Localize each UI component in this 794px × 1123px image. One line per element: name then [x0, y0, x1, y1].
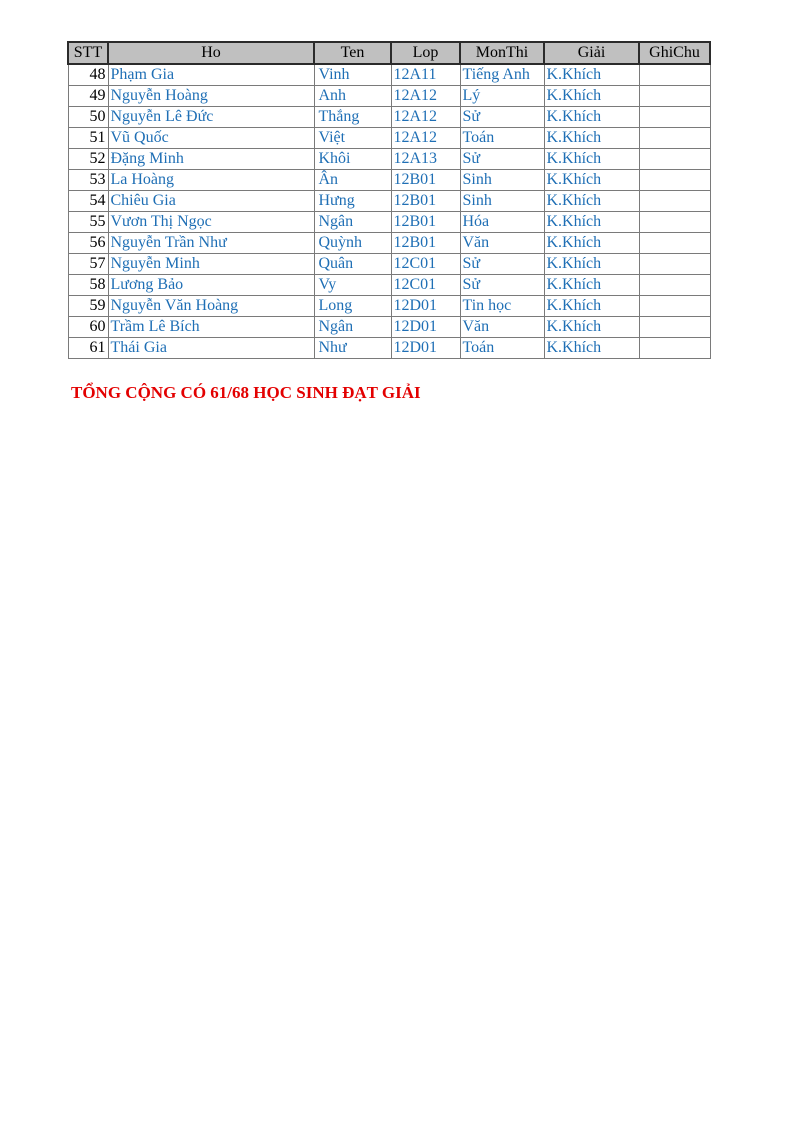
table-row — [68, 128, 710, 149]
cell-giai: K.Khích — [544, 317, 639, 338]
header-stt: STT — [68, 42, 108, 64]
cell-lop: 12D01 — [391, 296, 460, 317]
cell-lop: 12A11 — [391, 64, 460, 86]
cell-giai: K.Khích — [544, 254, 639, 275]
cell-ten: Như — [314, 338, 391, 359]
cell-lop: 12A12 — [391, 107, 460, 128]
cell-giai: K.Khích — [544, 191, 639, 212]
table-row — [68, 296, 710, 317]
cell-stt: 58 — [68, 275, 108, 296]
cell-ten: Khôi — [314, 149, 391, 170]
header-row — [68, 42, 710, 64]
cell-ho: Thái Gia — [108, 338, 314, 359]
cell-ho: Lương Bảo — [108, 275, 314, 296]
table-body — [68, 64, 710, 359]
cell-lop: 12A13 — [391, 149, 460, 170]
cell-giai: K.Khích — [544, 233, 639, 254]
cell-ten: Anh — [314, 86, 391, 107]
cell-monthi: Toán — [460, 338, 544, 359]
cell-ho: La Hoàng — [108, 170, 314, 191]
cell-ghichu — [639, 338, 710, 359]
cell-stt: 61 — [68, 338, 108, 359]
header-ghichu: GhiChu — [639, 42, 710, 64]
cell-ho: Vươn Thị Ngọc — [108, 212, 314, 233]
header-ho: Ho — [108, 42, 314, 64]
summary-total: TỔNG CỘNG CÓ 61/68 HỌC SINH ĐẠT GIẢI — [71, 383, 421, 402]
cell-monthi: Lý — [460, 86, 544, 107]
header-giai: Giải — [544, 42, 639, 64]
cell-ten: Vy — [314, 275, 391, 296]
cell-ho: Vũ Quốc — [108, 128, 314, 149]
cell-ghichu — [639, 128, 710, 149]
cell-ghichu — [639, 191, 710, 212]
cell-ghichu — [639, 254, 710, 275]
cell-ghichu — [639, 212, 710, 233]
table-row — [68, 275, 710, 296]
cell-lop: 12B01 — [391, 170, 460, 191]
cell-stt: 51 — [68, 128, 108, 149]
cell-stt: 53 — [68, 170, 108, 191]
table-row — [68, 212, 710, 233]
cell-ten: Thắng — [314, 107, 391, 128]
cell-ten: Long — [314, 296, 391, 317]
cell-stt: 56 — [68, 233, 108, 254]
results-table — [67, 41, 711, 359]
cell-ten: Quỳnh — [314, 233, 391, 254]
cell-ghichu — [639, 86, 710, 107]
cell-stt: 55 — [68, 212, 108, 233]
cell-giai: K.Khích — [544, 149, 639, 170]
cell-ghichu — [639, 107, 710, 128]
cell-lop: 12A12 — [391, 86, 460, 107]
cell-ghichu — [639, 149, 710, 170]
cell-giai: K.Khích — [544, 170, 639, 191]
cell-stt: 57 — [68, 254, 108, 275]
table-header — [68, 42, 710, 64]
table-row — [68, 191, 710, 212]
cell-lop: 12A12 — [391, 128, 460, 149]
cell-ho: Đặng Minh — [108, 149, 314, 170]
cell-ten: Việt — [314, 128, 391, 149]
cell-monthi: Sử — [460, 254, 544, 275]
cell-ho: Trầm Lê Bích — [108, 317, 314, 338]
cell-ghichu — [639, 275, 710, 296]
cell-lop: 12B01 — [391, 233, 460, 254]
table-row — [68, 317, 710, 338]
cell-monthi: Sử — [460, 107, 544, 128]
cell-lop: 12B01 — [391, 191, 460, 212]
cell-monthi: Sử — [460, 275, 544, 296]
cell-ten: Ngân — [314, 317, 391, 338]
cell-ten: Hưng — [314, 191, 391, 212]
cell-stt: 60 — [68, 317, 108, 338]
table-row — [68, 64, 710, 86]
header-monthi: MonThi — [460, 42, 544, 64]
cell-monthi: Hóa — [460, 212, 544, 233]
cell-giai: K.Khích — [544, 338, 639, 359]
table-row — [68, 338, 710, 359]
cell-monthi: Toán — [460, 128, 544, 149]
cell-giai: K.Khích — [544, 107, 639, 128]
cell-giai: K.Khích — [544, 128, 639, 149]
cell-ten: Vinh — [314, 64, 391, 86]
table-row — [68, 254, 710, 275]
cell-ten: Ân — [314, 170, 391, 191]
cell-stt: 50 — [68, 107, 108, 128]
cell-ho: Nguyễn Trần Như — [108, 233, 314, 254]
cell-monthi: Sinh — [460, 191, 544, 212]
cell-ghichu — [639, 64, 710, 86]
cell-ghichu — [639, 170, 710, 191]
header-ten: Ten — [314, 42, 391, 64]
cell-ghichu — [639, 233, 710, 254]
cell-stt: 48 — [68, 64, 108, 86]
cell-ten: Quân — [314, 254, 391, 275]
table-row — [68, 107, 710, 128]
cell-giai: K.Khích — [544, 86, 639, 107]
cell-ho: Nguyễn Văn Hoàng — [108, 296, 314, 317]
cell-stt: 59 — [68, 296, 108, 317]
cell-ho: Nguyễn Minh — [108, 254, 314, 275]
table-row — [68, 149, 710, 170]
cell-ten: Ngân — [314, 212, 391, 233]
cell-lop: 12D01 — [391, 338, 460, 359]
cell-monthi: Văn — [460, 233, 544, 254]
cell-lop: 12C01 — [391, 275, 460, 296]
cell-stt: 49 — [68, 86, 108, 107]
cell-stt: 52 — [68, 149, 108, 170]
cell-monthi: Tiếng Anh — [460, 64, 544, 86]
cell-lop: 12B01 — [391, 212, 460, 233]
table-row — [68, 233, 710, 254]
cell-giai: K.Khích — [544, 212, 639, 233]
cell-giai: K.Khích — [544, 296, 639, 317]
cell-monthi: Sử — [460, 149, 544, 170]
cell-monthi: Tin học — [460, 296, 544, 317]
cell-ghichu — [639, 317, 710, 338]
cell-monthi: Sinh — [460, 170, 544, 191]
header-lop: Lop — [391, 42, 460, 64]
cell-giai: K.Khích — [544, 64, 639, 86]
cell-lop: 12C01 — [391, 254, 460, 275]
cell-ho: Phạm Gia — [108, 64, 314, 86]
cell-ghichu — [639, 296, 710, 317]
cell-ho: Chiêu Gia — [108, 191, 314, 212]
cell-stt: 54 — [68, 191, 108, 212]
cell-ho: Nguyễn Lê Đức — [108, 107, 314, 128]
cell-lop: 12D01 — [391, 317, 460, 338]
cell-monthi: Văn — [460, 317, 544, 338]
table-row — [68, 86, 710, 107]
table-row — [68, 170, 710, 191]
cell-ho: Nguyễn Hoàng — [108, 86, 314, 107]
cell-giai: K.Khích — [544, 275, 639, 296]
